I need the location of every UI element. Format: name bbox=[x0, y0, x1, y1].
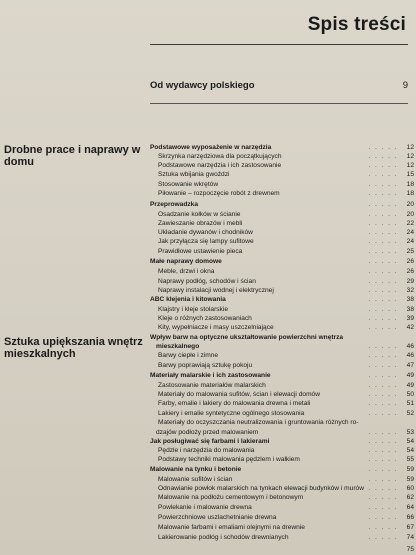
toc-page-number: 42 bbox=[406, 324, 414, 331]
leader-dots: . . . . . bbox=[368, 212, 398, 218]
toc-page-number: 12 bbox=[406, 144, 414, 151]
toc-entry-text: Sztuka wbijania gwoździ bbox=[158, 171, 230, 178]
toc-page-number: 38 bbox=[406, 306, 414, 313]
toc-page-number: 18 bbox=[406, 181, 414, 188]
leader-dots: . . . . . bbox=[368, 239, 398, 245]
toc-page-number: 46 bbox=[406, 343, 414, 350]
toc-entry-text: Malowanie na podłożu cementowym i betonowym bbox=[158, 494, 304, 501]
leader-dots: . . . . . bbox=[368, 269, 398, 275]
preface-rule bbox=[150, 103, 408, 104]
leader-dots: . . . . . bbox=[368, 411, 398, 417]
toc-entry-text: Podstawy techniki malowania pędzlem i wałkiem bbox=[158, 456, 300, 463]
toc-entry-text: Wpływ barw na optyczne ukształtowanie powierzchni wnętrza bbox=[150, 334, 344, 341]
toc-page-number: 12 bbox=[406, 162, 414, 169]
toc-page-number: 49 bbox=[406, 372, 414, 379]
toc-entry-text: Barwy poprawiają sztukę pokoju bbox=[158, 362, 253, 369]
toc-entry-text: Kleje o różnych zastosowaniach bbox=[158, 315, 252, 322]
toc-entry-text: Naprawy instalacji wodnej i elektrycznej bbox=[158, 287, 274, 294]
section-title-repairs: Drobne prace i naprawy w domu bbox=[4, 144, 141, 168]
toc-page-number: 66 bbox=[406, 514, 414, 521]
toc-entry-text: Układanie dywanów i chodników bbox=[158, 229, 253, 236]
toc-entry-text: Klajstry i kleje stolarskie bbox=[158, 306, 228, 313]
leader-dots: . . . . . bbox=[368, 172, 398, 178]
toc-entry-text: ABC klejenia i kitowania bbox=[150, 296, 226, 303]
toc-entry-text: Materiały do oczyszczania neutralizowania i gruntowania różnych ro- bbox=[158, 419, 359, 426]
leader-dots: . . . . . bbox=[368, 486, 398, 492]
leader-dots: . . . . . bbox=[368, 515, 398, 521]
leader-dots: . . . . . bbox=[368, 230, 398, 236]
leader-dots: . . . . . bbox=[368, 279, 398, 285]
toc-entry-text: Lakierowanie podłóg i schodów drewnianych bbox=[158, 534, 289, 541]
page-title: Spis treści bbox=[307, 14, 406, 35]
title-rule bbox=[150, 44, 408, 45]
toc-page-number: 20 bbox=[406, 201, 414, 208]
toc-page-number: 22 bbox=[406, 220, 414, 227]
toc-page-number: 15 bbox=[406, 171, 414, 178]
toc-entry-text: Kity, wypełniacze i masy uszczelniające bbox=[158, 324, 274, 331]
leader-dots: . . . . . bbox=[368, 316, 398, 322]
toc-page-number: 50 bbox=[406, 391, 414, 398]
leader-dots: . . . . . bbox=[368, 535, 398, 541]
toc-entry-text: Zawieszanie obrazów i mebli bbox=[158, 220, 243, 227]
preface-label: Od wydawcy polskiego bbox=[150, 80, 255, 91]
leader-dots: . . . . . bbox=[368, 505, 398, 511]
leader-dots: . . . . . bbox=[368, 430, 398, 436]
toc-entry-text: Skrzynka narzędziowa dla początkujących bbox=[158, 153, 282, 160]
toc-page-number: 54 bbox=[406, 438, 414, 445]
toc-entry-text: mieszkalnego bbox=[156, 343, 200, 350]
toc-page-number: 59 bbox=[406, 476, 414, 483]
toc-page-number: 32 bbox=[406, 287, 414, 294]
leader-dots: . . . . . bbox=[368, 383, 398, 389]
leader-dots: . . . . . bbox=[368, 373, 398, 379]
leader-dots: . . . . . bbox=[368, 448, 398, 454]
toc-page-number: 38 bbox=[406, 296, 414, 303]
toc-page-number: 75 bbox=[406, 546, 414, 553]
toc-page-number: 74 bbox=[406, 534, 414, 541]
toc-entry-text: dzajów podłoży przed malowaniem bbox=[156, 429, 259, 436]
leader-dots: . . . . . bbox=[368, 154, 398, 160]
leader-dots: . . . . . bbox=[368, 182, 398, 188]
toc-entry-text: Malowanie farbami i emaliami olejnymi na drewnie bbox=[158, 524, 305, 531]
toc-page-number: 60 bbox=[406, 485, 414, 492]
toc-entry-text: Piłowanie – rozpoczęcie robót z drewnem bbox=[158, 190, 280, 197]
toc-page-number: 47 bbox=[406, 362, 414, 369]
toc-page-number: 64 bbox=[406, 504, 414, 511]
toc-entry-text: Meble, drzwi i okna bbox=[158, 268, 215, 275]
toc-entry-text: Jak posługiwać się farbami i lakierami bbox=[150, 438, 270, 445]
leader-dots: . . . . . bbox=[368, 495, 398, 501]
toc-page-number: 26 bbox=[406, 258, 414, 265]
toc-entry-text: Malowanie na tynku i betonie bbox=[150, 466, 242, 473]
leader-dots: . . . . . bbox=[368, 439, 398, 445]
toc-page-number: 24 bbox=[406, 229, 414, 236]
leader-dots: . . . . . bbox=[368, 307, 398, 313]
toc-entry-text: Przeprowadzka bbox=[150, 201, 199, 208]
toc-entry-text: Podstawowe wyposażenie w narzędzia bbox=[150, 144, 272, 151]
toc-entry-text: Odnawianie powłok malarskich na tynkach elewacji budynków i murów bbox=[158, 485, 364, 492]
leader-dots: . . . . . bbox=[368, 363, 398, 369]
toc-entry-text: Jak przyłącza się lampy sufitowe bbox=[158, 238, 254, 245]
leader-dots: . . . . . bbox=[368, 392, 398, 398]
preface-page: 9 bbox=[402, 80, 408, 91]
toc-page-number: 53 bbox=[406, 429, 414, 436]
toc-entry-text: Powlekanie i malowanie drewna bbox=[158, 504, 252, 511]
toc-page-number: 49 bbox=[406, 382, 414, 389]
toc-page-number: 46 bbox=[406, 352, 414, 359]
toc-entry-text: Farby, emalie i lakiery do malowania drewna i metali bbox=[158, 400, 311, 407]
toc-page-number: 29 bbox=[406, 278, 414, 285]
leader-dots: . . . . . bbox=[368, 259, 398, 265]
leader-dots: . . . . . bbox=[368, 221, 398, 227]
leader-dots: . . . . . bbox=[368, 525, 398, 531]
leader-dots: . . . . . bbox=[368, 401, 398, 407]
toc-page-number: 25 bbox=[406, 248, 414, 255]
leader-dots: . . . . . bbox=[368, 297, 398, 303]
leader-dots: . . . . . bbox=[368, 344, 398, 350]
leader-dots: . . . . . bbox=[368, 467, 398, 473]
leader-dots: . . . . . bbox=[368, 145, 398, 151]
section-title-decoration: Sztuka upiększania wnętrz mieszkalnych bbox=[4, 336, 143, 360]
toc-page-number: 62 bbox=[406, 494, 414, 501]
leader-dots: . . . . . bbox=[368, 249, 398, 255]
toc-entry-text: Naprawy podłóg, schodów i ścian bbox=[158, 278, 256, 285]
toc-entry-text: Zastosowanie materiałów malarskich bbox=[158, 382, 266, 389]
toc-entry-text: Pędzle i narzędzia do malowania bbox=[158, 447, 255, 454]
toc-entry-text: Podstawowe narzędzia i ich zastosowanie bbox=[158, 162, 282, 169]
leader-dots: . . . . . bbox=[368, 288, 398, 294]
toc-page-number: 39 bbox=[406, 315, 414, 322]
toc-page-number: 55 bbox=[406, 456, 414, 463]
toc-entry-text: Materiały malarskie i ich zastosowanie bbox=[150, 372, 271, 379]
leader-dots: . . . . . bbox=[368, 191, 398, 197]
toc-entry-text: Stosowanie wkrętów bbox=[158, 181, 219, 188]
toc-page-number: 51 bbox=[406, 400, 414, 407]
toc-entry-text: Lakiery i emalie syntetyczne ogólnego stosowania bbox=[158, 410, 305, 417]
leader-dots: . . . . . bbox=[368, 163, 398, 169]
toc-entry-text: Małe naprawy domowe bbox=[150, 258, 222, 265]
toc-entry-text: Prawidłowe ustawienie pieca bbox=[158, 248, 243, 255]
toc-entry-text: Powierzchniowe uszlachetnianie drewna bbox=[158, 514, 277, 521]
leader-dots: . . . . . bbox=[368, 353, 398, 359]
toc-entry-text: Materiały do malowania sufitów, ścian i elewacji domów bbox=[158, 391, 320, 398]
toc-page-number: 20 bbox=[406, 211, 414, 218]
toc-page-number: 67 bbox=[406, 524, 414, 531]
toc-entry-text: Barwy ciepłe i zimne bbox=[158, 352, 219, 359]
leader-dots: . . . . . bbox=[368, 202, 398, 208]
leader-dots: . . . . . bbox=[368, 457, 398, 463]
toc-page-number: 24 bbox=[406, 238, 414, 245]
toc-page-number: 26 bbox=[406, 268, 414, 275]
toc-page-number: 52 bbox=[406, 410, 414, 417]
toc-page-number: 59 bbox=[406, 466, 414, 473]
toc-entry-text: Osadzanie kołków w ścianie bbox=[158, 211, 241, 218]
leader-dots: . . . . . bbox=[368, 325, 398, 331]
leader-dots: . . . . . bbox=[368, 477, 398, 483]
toc-page-number: 12 bbox=[406, 153, 414, 160]
toc-entry-text: Malowanie sufitów i ścian bbox=[158, 476, 233, 483]
toc-page-number: 54 bbox=[406, 447, 414, 454]
toc-page-number: 18 bbox=[406, 190, 414, 197]
